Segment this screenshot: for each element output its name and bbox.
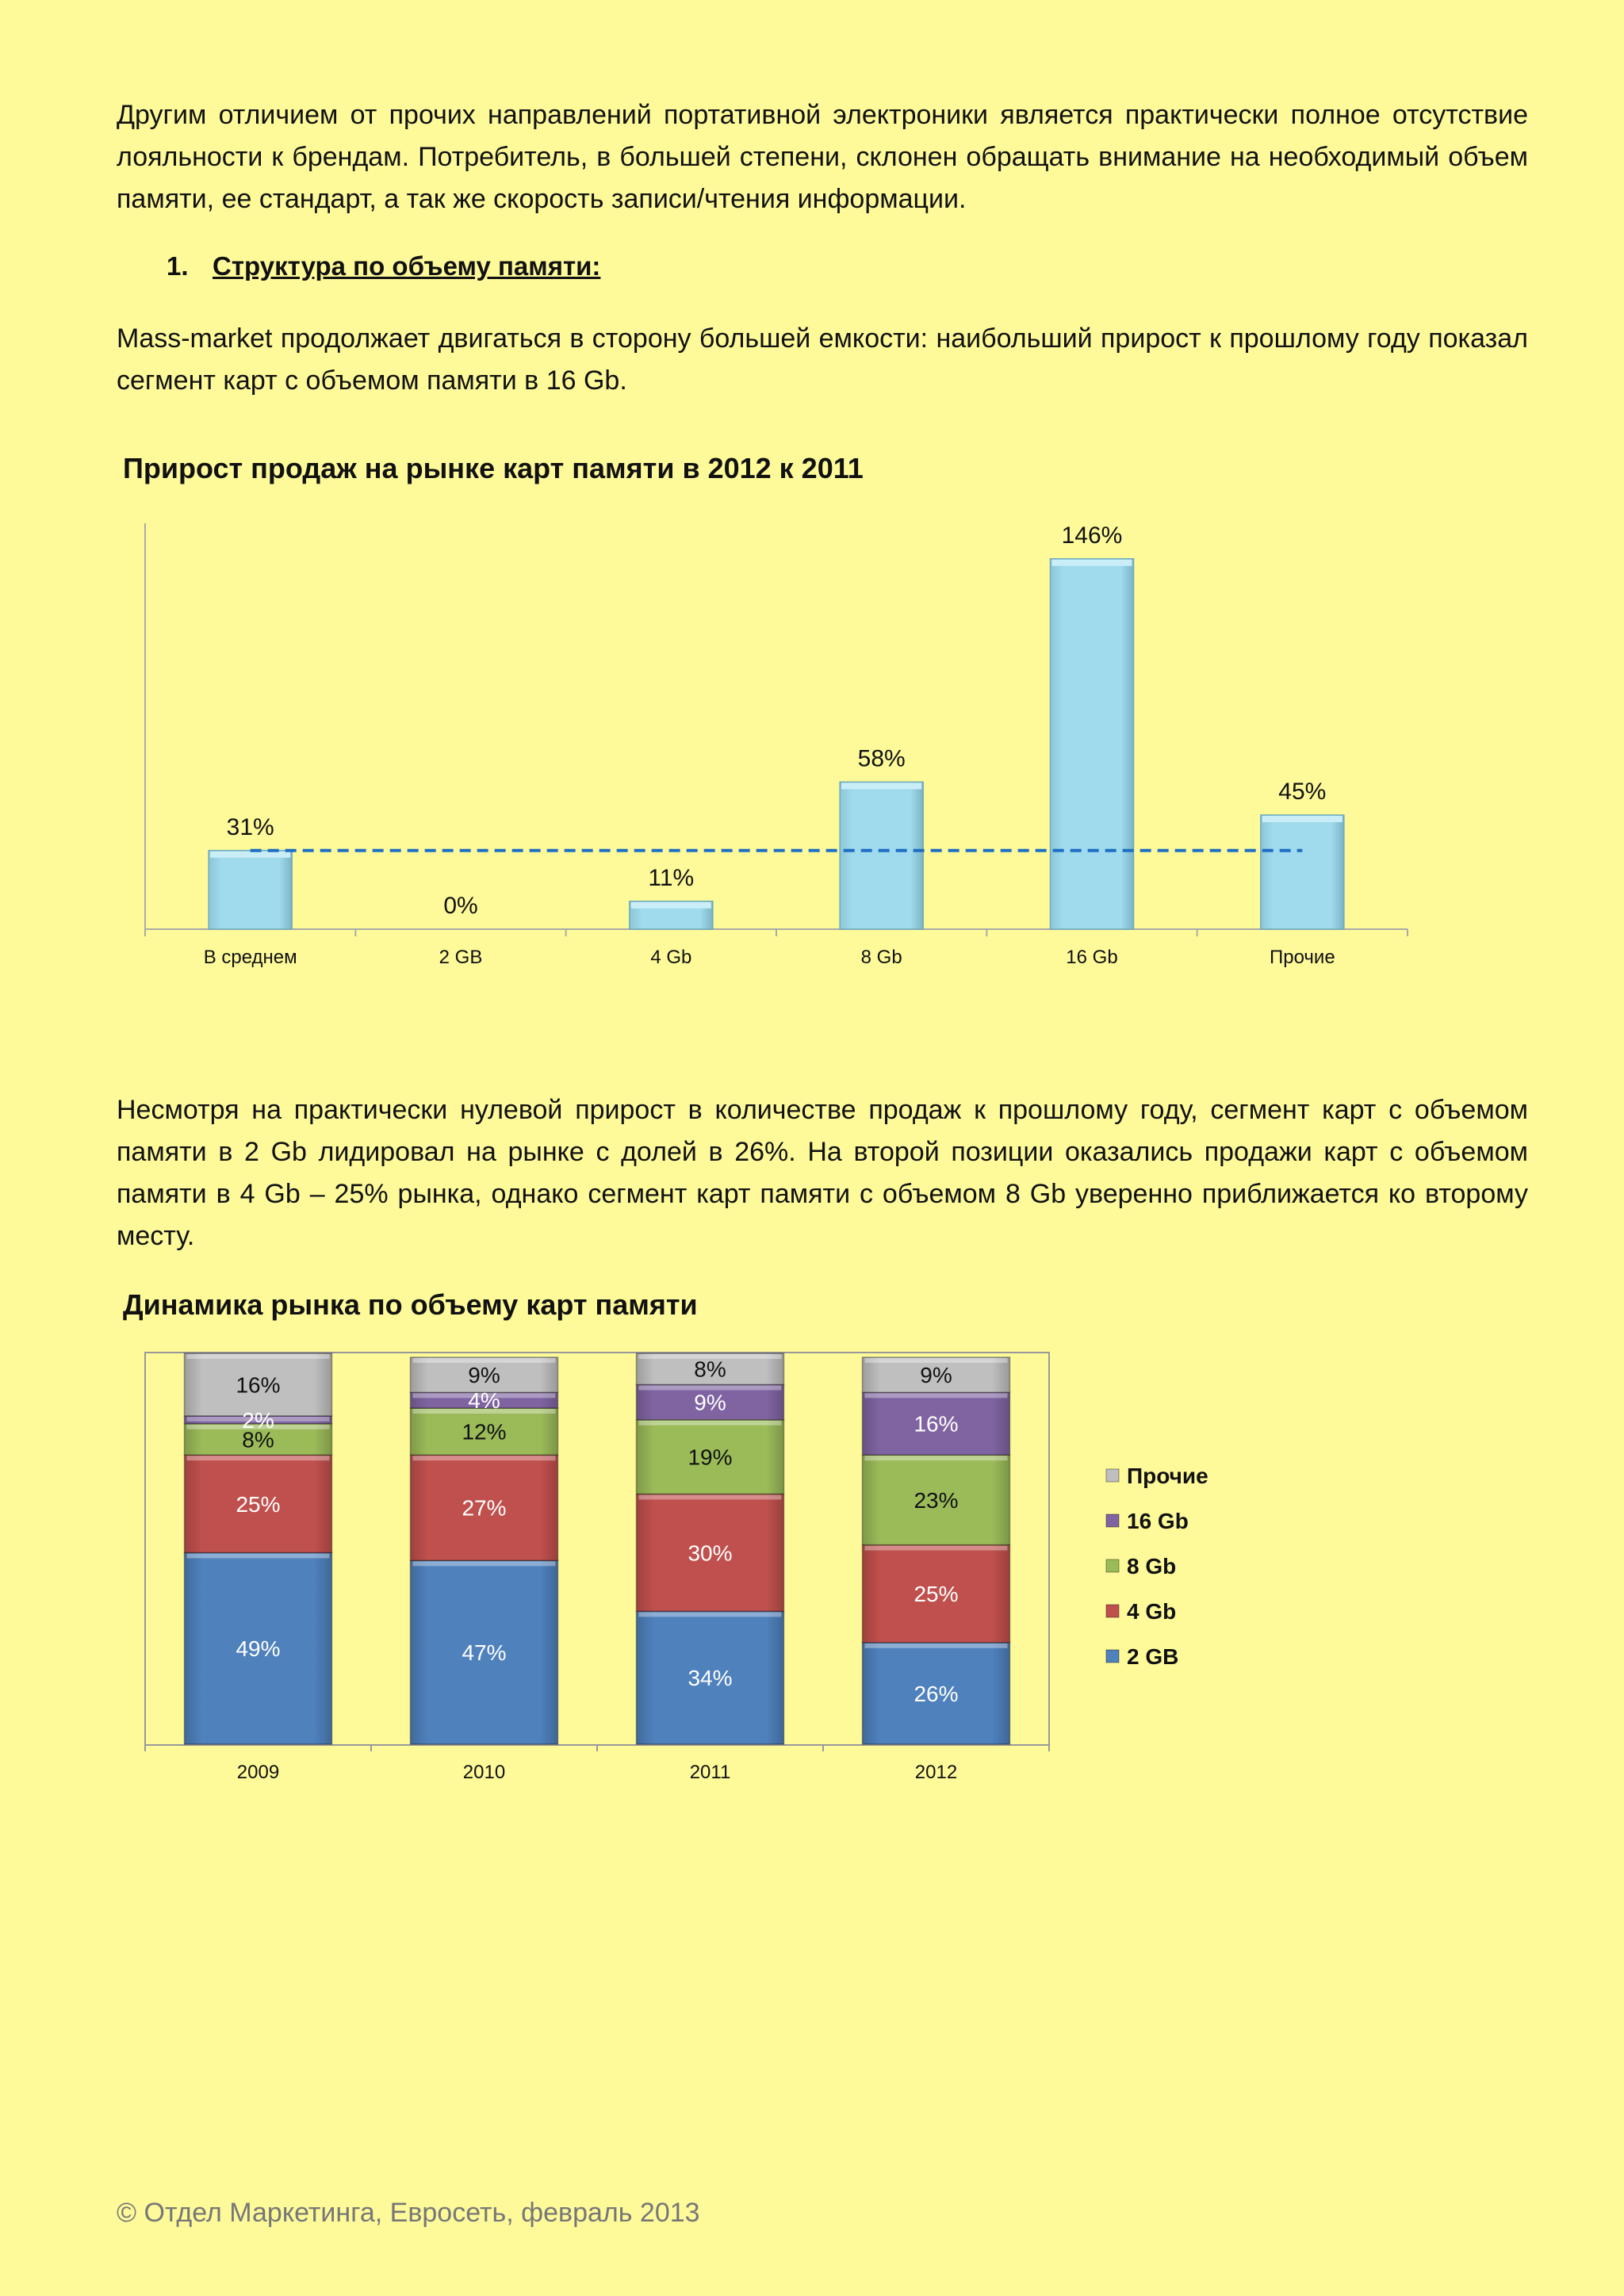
growth-bar-highlight — [1262, 816, 1342, 822]
segment-label-4-gb: 27% — [462, 1495, 507, 1521]
legend-swatch-прочие — [1106, 1469, 1119, 1482]
segment-label-8-gb: 8% — [242, 1427, 274, 1452]
dynamics-chart-title: Динамика рынка по объему карт памяти — [123, 1288, 698, 1321]
section-number: 1. — [167, 251, 189, 281]
legend-label-8-gb: 8 Gb — [1127, 1554, 1177, 1578]
growth-value-label: 31% — [226, 813, 274, 840]
growth-chart-title: Прирост продаж на рынке карт памяти в 2012 к 2011 — [123, 452, 864, 484]
growth-bar-в-среднем — [209, 851, 292, 929]
segment-highlight — [865, 1358, 1008, 1363]
segment-highlight — [413, 1456, 556, 1460]
legend-swatch-8-gb — [1106, 1559, 1119, 1572]
dynamics-year-label: 2009 — [236, 1762, 280, 1783]
growth-bar-highlight — [1052, 560, 1132, 566]
segment-label-прочие: 9% — [920, 1363, 952, 1388]
growth-bar-highlight — [210, 851, 290, 858]
segment-highlight — [413, 1561, 556, 1566]
segment-highlight — [187, 1553, 330, 1558]
intro-paragraph: Другим отличием от прочих направлений портативной электроники является практически полное отсутствие лояльности к брендам. Потребитель, в большей степени, склонен обращать внимание на необходимый объем памяти, ее стандарт, а так же скорость записи/чтения информации. — [117, 100, 1528, 214]
segment-label-16-gb: 2% — [242, 1407, 274, 1433]
segment-highlight — [639, 1612, 782, 1617]
segment-highlight — [413, 1358, 556, 1363]
segment-label-4-gb: 25% — [236, 1491, 281, 1517]
dynamics-stacked-chart — [0, 1308, 1624, 1800]
growth-value-label: 11% — [648, 864, 695, 891]
legend-label-прочие: Прочие — [1127, 1464, 1208, 1488]
segment-label-4-gb: 25% — [914, 1582, 959, 1607]
legend-swatch-2-gb — [1106, 1650, 1119, 1663]
segment-highlight — [639, 1494, 782, 1499]
growth-category-label: 2 GB — [439, 947, 483, 968]
segment-label-8-gb: 12% — [462, 1419, 507, 1445]
segment-label-прочие: 8% — [694, 1357, 726, 1382]
legend-label-2-gb: 2 GB — [1127, 1644, 1179, 1669]
segment-label-16-gb: 9% — [694, 1390, 726, 1415]
growth-category-label: В среднем — [203, 947, 297, 968]
legend-swatch-16-gb — [1106, 1514, 1119, 1527]
segment-label-2-gb: 49% — [236, 1636, 281, 1662]
growth-bar-highlight — [631, 902, 711, 909]
segment-highlight — [865, 1393, 1008, 1398]
segment-label-4-gb: 30% — [688, 1540, 733, 1566]
growth-bar-highlight — [841, 783, 921, 789]
segment-highlight — [639, 1385, 782, 1390]
growth-bar-chart — [0, 0, 1624, 1031]
legend-label-16-gb: 16 Gb — [1127, 1509, 1189, 1533]
segment-label-8-gb: 19% — [688, 1445, 733, 1470]
legend-swatch-4-gb — [1106, 1605, 1119, 1617]
growth-value-label: 58% — [857, 745, 906, 772]
leader-paragraph: Несмотря на практически нулевой прирост в количестве продаж к прошлому году, сегмент карт с объемом памяти в 2 Gb лидировал на рынке с долей в 26%. На второй позиции оказались продажи карт с объемом памяти в 4 Gb – 25% рынка, однако сегмент карт памяти с объемом 8 Gb уверенно приближается ко второму месту. — [117, 1095, 1528, 1251]
segment-label-16-gb: 4% — [468, 1388, 500, 1414]
segment-highlight — [187, 1354, 330, 1359]
growth-category-label: Прочие — [1269, 947, 1335, 968]
segment-label-2-gb: 26% — [914, 1681, 959, 1706]
growth-category-label: 4 Gb — [650, 947, 692, 968]
segment-label-прочие: 9% — [468, 1363, 500, 1388]
segment-highlight — [865, 1644, 1008, 1648]
growth-value-label: 146% — [1061, 522, 1123, 549]
segment-label-2-gb: 34% — [688, 1666, 733, 1691]
dynamics-year-label: 2012 — [914, 1762, 958, 1783]
segment-highlight — [639, 1421, 782, 1425]
legend-label-4-gb: 4 Gb — [1127, 1599, 1177, 1624]
growth-category-label: 16 Gb — [1066, 947, 1118, 968]
footer-copyright: © Отдел Маркетинга, Евросеть, февраль 2013 — [117, 2198, 700, 2228]
segment-label-16-gb: 16% — [914, 1411, 959, 1437]
segment-highlight — [865, 1456, 1008, 1460]
dynamics-year-label: 2011 — [689, 1762, 731, 1783]
dynamics-year-label: 2010 — [462, 1762, 506, 1783]
section-heading-text: Структура по объему памяти: — [213, 251, 601, 281]
segment-label-2-gb: 47% — [462, 1640, 507, 1666]
growth-value-label: 45% — [1278, 779, 1327, 805]
segment-label-прочие: 16% — [236, 1372, 281, 1398]
segment-highlight — [187, 1456, 330, 1460]
growth-bar-16-gb — [1051, 559, 1134, 929]
mass-market-paragraph: Mass-market продолжает двигаться в сторону большей емкости: наибольший прирост к прошлому году показал сегмент карт с объемом памяти в 16 Gb. — [117, 323, 1528, 396]
segment-label-8-gb: 23% — [914, 1487, 959, 1513]
segment-highlight — [865, 1546, 1008, 1551]
growth-bar-8-gb — [840, 782, 923, 929]
growth-bar-прочие — [1261, 815, 1344, 929]
growth-category-label: 8 Gb — [860, 947, 902, 968]
growth-value-label: 0% — [443, 893, 478, 919]
